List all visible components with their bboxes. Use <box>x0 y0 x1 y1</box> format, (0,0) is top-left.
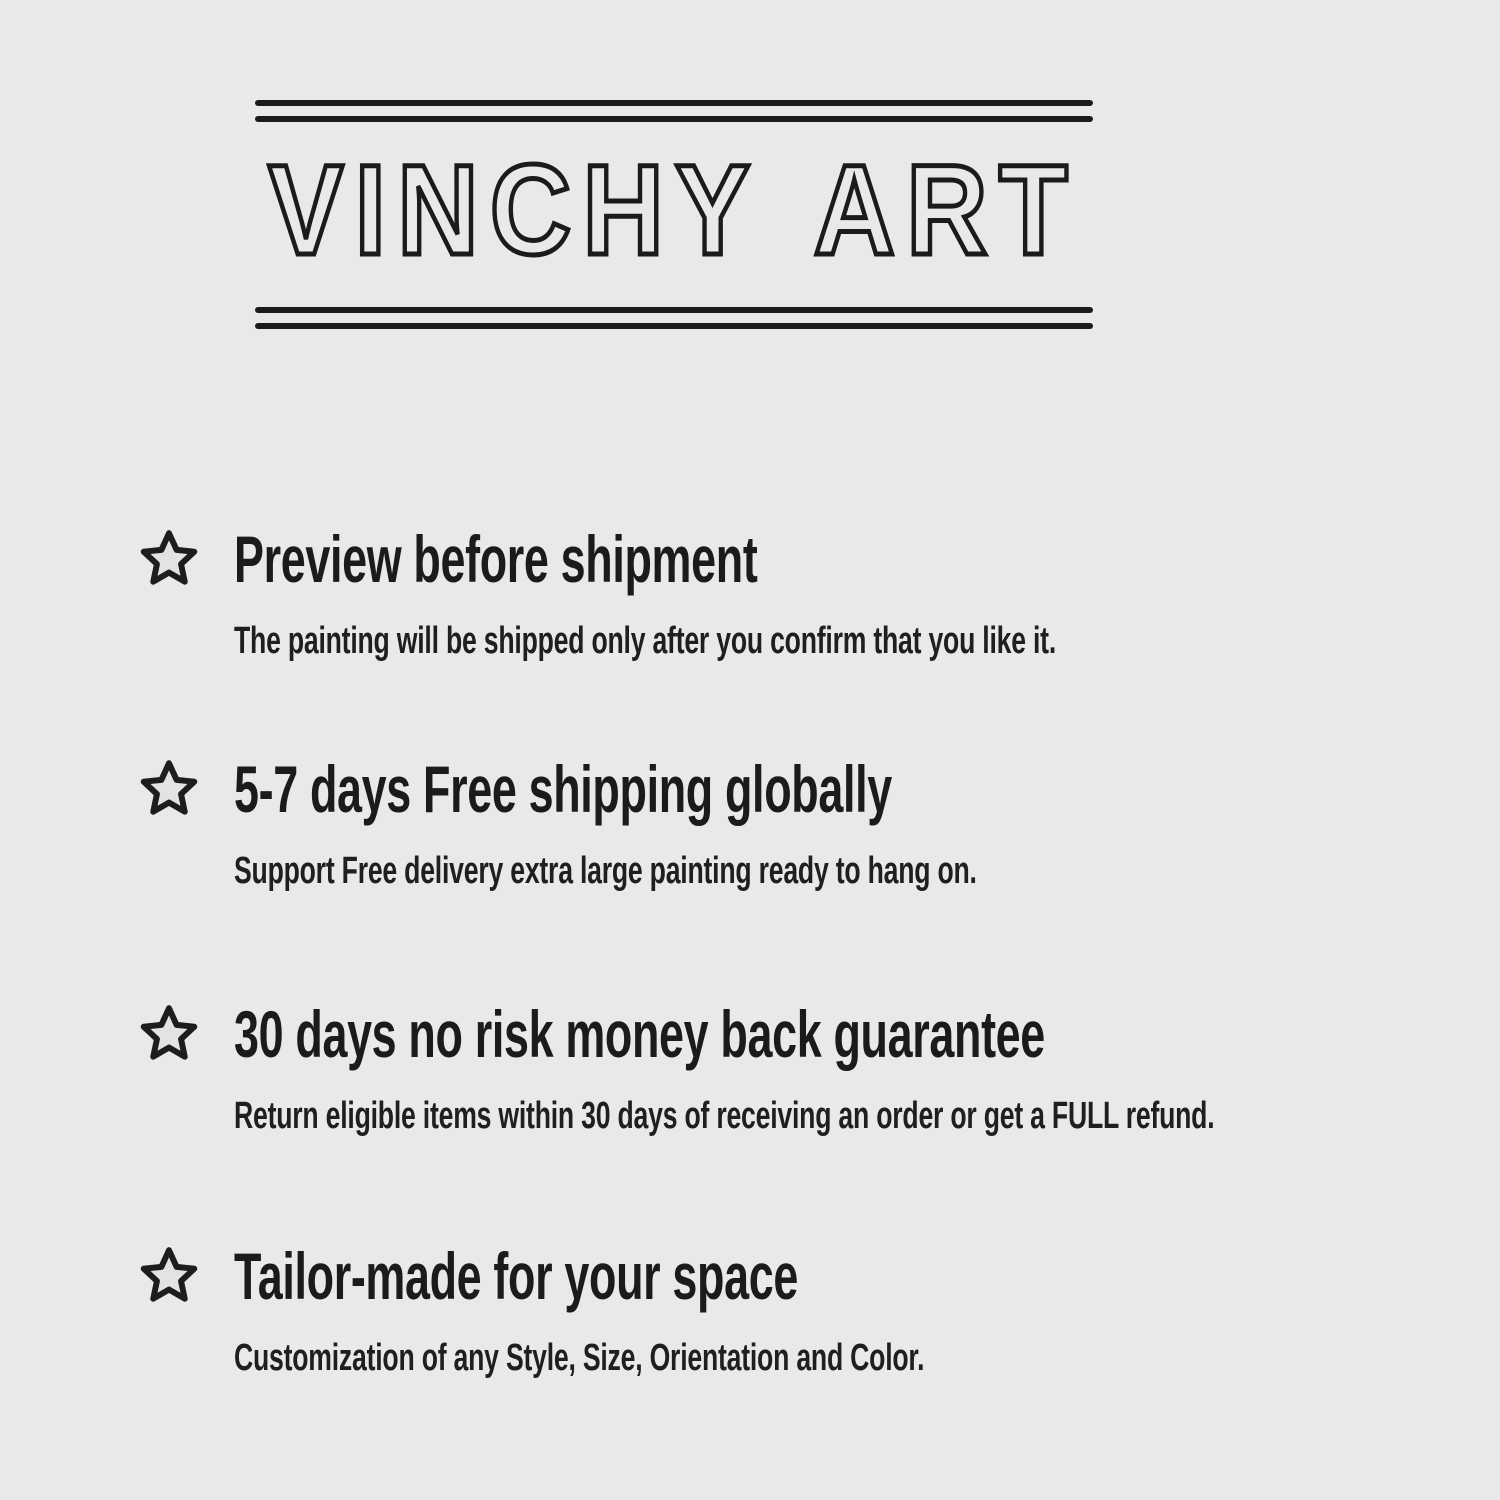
logo-bottom-rule-1 <box>255 307 1093 313</box>
feature-texts <box>234 524 1408 662</box>
feature-title: Preview before shipment <box>234 522 758 596</box>
brand-logo-text-wrap <box>255 122 1093 307</box>
brand-logo <box>255 100 1093 329</box>
feature-money-back-guarantee <box>138 999 1500 1137</box>
feature-texts <box>234 999 1500 1137</box>
brand-logo-text: VINCHY ART <box>268 138 1080 282</box>
feature-title: Tailor-made for your space <box>234 1239 798 1313</box>
star-outline-icon <box>138 1245 200 1307</box>
feature-texts <box>234 1241 1220 1379</box>
feature-free-shipping <box>138 754 1295 892</box>
star-outline-icon <box>138 758 200 820</box>
feature-title: 30 days no risk money back guarantee <box>234 997 1045 1071</box>
logo-top-rule-1 <box>255 100 1093 106</box>
feature-description: Support Free delivery extra large painting ready to hang on. <box>234 850 977 892</box>
logo-bottom-rule-2 <box>255 323 1093 329</box>
feature-tailor-made <box>138 1241 1220 1379</box>
feature-title: 5-7 days Free shipping globally <box>234 752 892 826</box>
star-outline-icon <box>138 528 200 590</box>
feature-preview-before-shipment <box>138 524 1408 662</box>
feature-description: Customization of any Style, Size, Orientation and Color. <box>234 1337 925 1379</box>
feature-description: Return eligible items within 30 days of receiving an order or get a FULL refund. <box>234 1095 1215 1137</box>
feature-texts <box>234 754 1295 892</box>
feature-description: The painting will be shipped only after you confirm that you like it. <box>234 620 1057 662</box>
star-outline-icon <box>138 1003 200 1065</box>
